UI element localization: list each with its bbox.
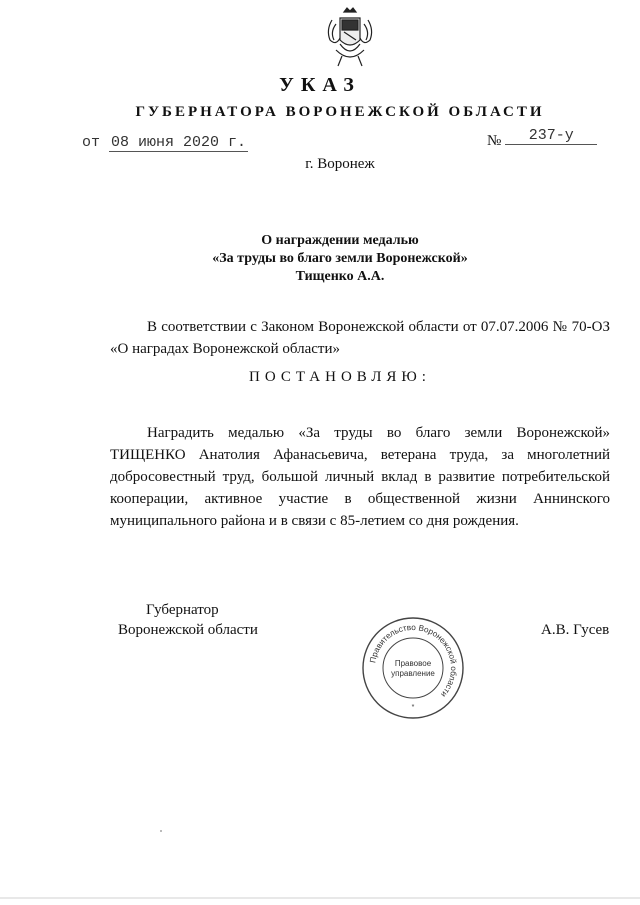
scan-speck (160, 830, 162, 832)
title-line-2: «За труды во благо земли Воронежской» (212, 251, 468, 266)
title-line-3: Тищенко А.А. (295, 269, 385, 284)
preamble-paragraph: В соответствии с Законом Воронежской области от 07.07.2006 № 70-ОЗ «О наградах Воронежской области» (110, 319, 610, 357)
document-date (82, 134, 248, 151)
stamp-center-line-2: управление (391, 669, 435, 678)
position-line-1: Губернатор (146, 602, 219, 618)
number-sign: № (487, 133, 502, 149)
issuer-heading: ГУБЕРНАТОРА ВОРОНЕЖСКОЙ ОБЛАСТИ (135, 104, 545, 120)
stamp-ring-text: Правительство Воронежской области (368, 622, 459, 699)
document-number (487, 127, 597, 151)
decree-paragraph: Наградить медалью «За труды во благо земли Воронежской» ТИЩЕНКО Анатолия Афанасьевича, ветерана труда, за многолетний добросовестный труд, большой личный вклад в развитие потребительской кооперации, активное участие в общественной жизни Аннинского муниципального района и в связи с 85-летием со дня рождения. (110, 425, 610, 529)
stamp-star-icon: * (411, 704, 415, 711)
decree-keyword: ПОСТАНОВЛЯЮ: (249, 369, 431, 385)
signatory-name: А.В. Гусев (541, 622, 610, 638)
title-line-1: О награждении медалью (261, 233, 419, 248)
coat-of-arms-emblem (322, 6, 378, 70)
date-value: 08 июня 2020 г. (111, 134, 247, 151)
city: г. Воронеж (305, 156, 375, 172)
position-line-2: Воронежской области (118, 622, 258, 638)
signatory-position (118, 600, 258, 640)
official-stamp (360, 615, 466, 721)
stamp-center-line-1: Правовое (394, 659, 432, 668)
document-title (0, 232, 640, 286)
document-type-heading: УКАЗ (279, 74, 361, 96)
page-bottom-edge (0, 897, 640, 899)
date-prefix: от (82, 134, 101, 151)
number-value: 237-у (505, 127, 597, 145)
